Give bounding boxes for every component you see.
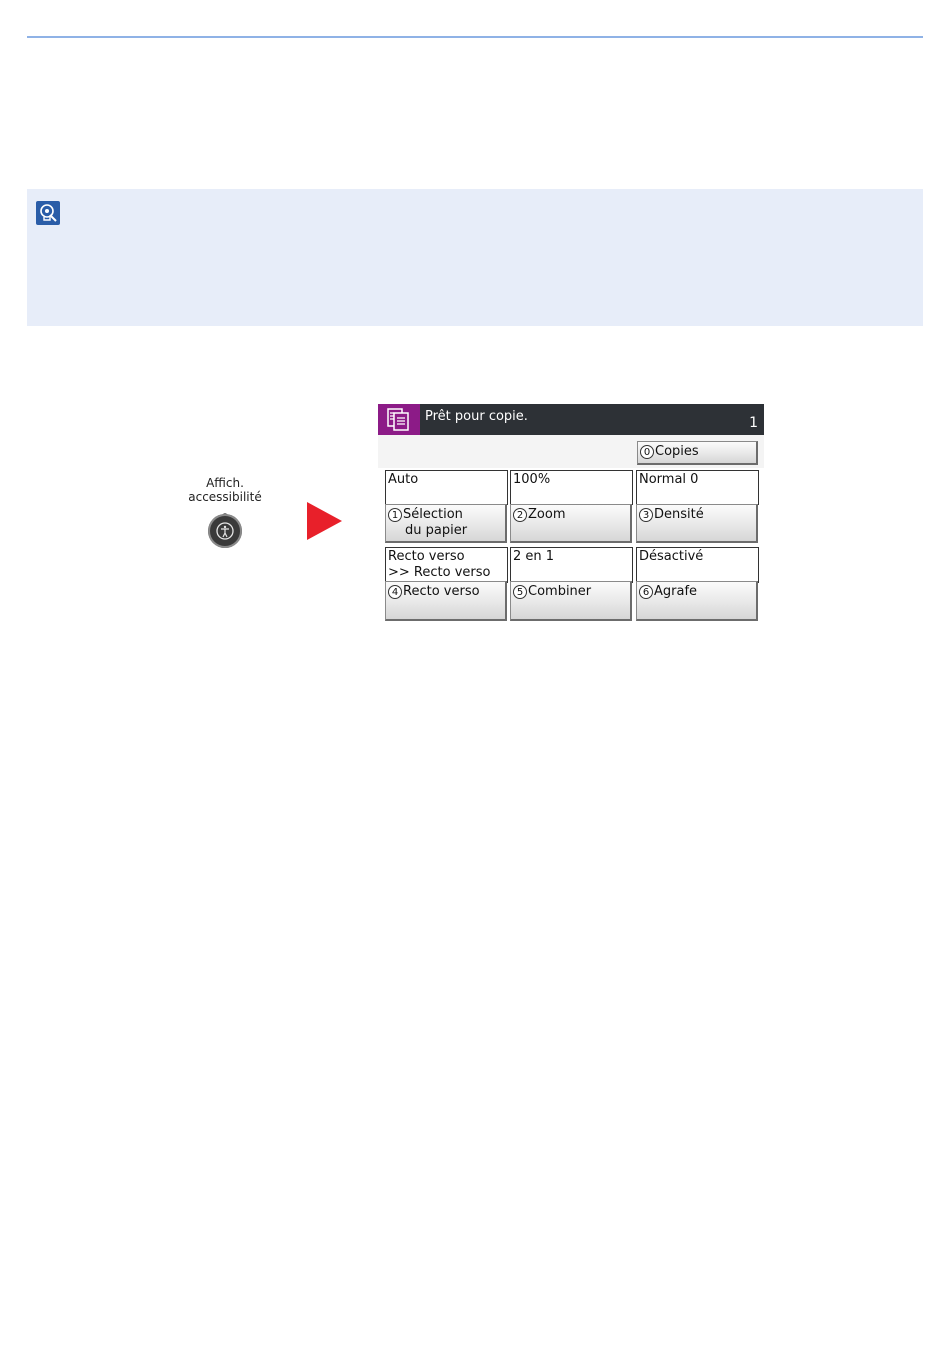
button-label: Copies: [655, 444, 699, 459]
status-bar: [378, 404, 764, 435]
button-label: Agrafe: [654, 584, 698, 599]
status-text: Prêt pour copie.: [425, 409, 528, 424]
button-label: Zoom: [528, 507, 566, 522]
button-label-line2: du papier: [405, 523, 468, 538]
header-rule: [27, 36, 923, 38]
accessibility-icon: [208, 514, 242, 548]
button-label: Densité: [654, 507, 704, 522]
accessibility-display-key[interactable]: [208, 514, 242, 548]
number-badge: 3: [639, 508, 653, 522]
number-badge: 6: [639, 585, 653, 599]
note-box: [27, 189, 923, 326]
copy-count: 1: [749, 415, 758, 431]
number-badge: 1: [388, 508, 402, 522]
staple-value: Désactivé: [636, 547, 759, 583]
duplex-button[interactable]: [385, 581, 507, 621]
combine-button[interactable]: [510, 581, 632, 621]
accessibility-key-label: Affich. accessibilité: [188, 476, 262, 504]
zoom-value: 100%: [510, 470, 633, 505]
note-icon: [36, 201, 60, 225]
number-badge: 4: [388, 585, 402, 599]
combine-value: 2 en 1: [510, 547, 633, 583]
number-badge: 0: [640, 445, 654, 459]
number-badge: 5: [513, 585, 527, 599]
paper-selection-button[interactable]: [385, 504, 507, 543]
duplex-value: Recto verso >> Recto verso: [385, 547, 508, 583]
copy-icon: [378, 404, 420, 435]
button-label: Combiner: [528, 584, 592, 599]
button-label: Sélection: [403, 507, 463, 522]
density-button[interactable]: [636, 504, 758, 543]
zoom-button[interactable]: [510, 504, 632, 543]
button-label: Recto verso: [403, 584, 480, 599]
arrow-right-icon: [307, 502, 342, 540]
staple-button[interactable]: [636, 581, 758, 621]
number-badge: 2: [513, 508, 527, 522]
density-value: Normal 0: [636, 470, 759, 505]
copies-button[interactable]: [637, 441, 758, 465]
copy-screen: [378, 404, 764, 624]
paper-selection-value: Auto: [385, 470, 508, 505]
